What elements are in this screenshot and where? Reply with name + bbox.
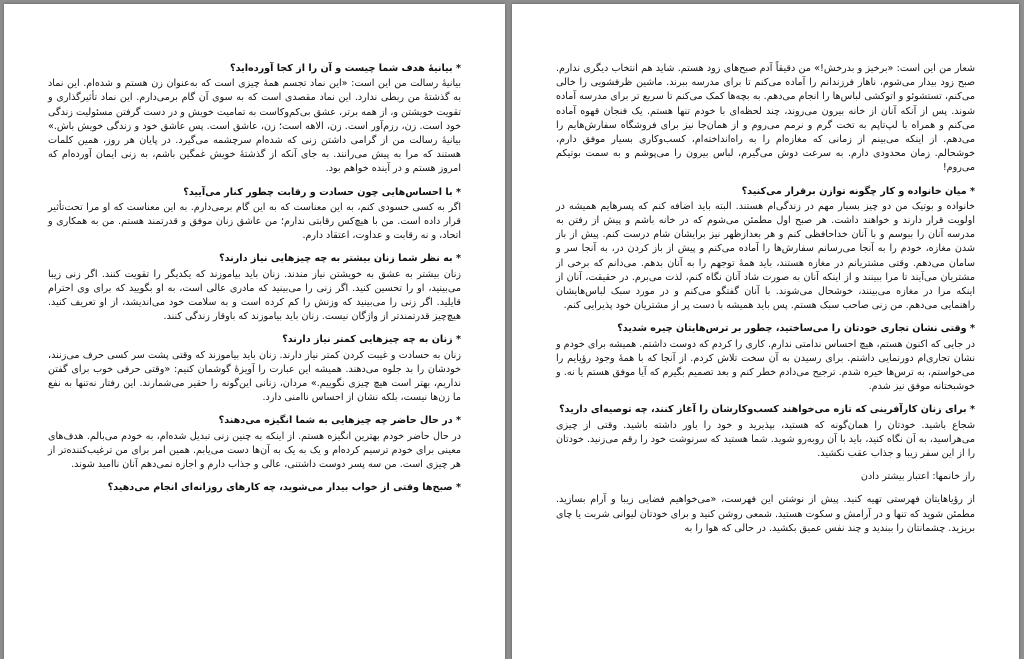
question-heading: * در حال حاضر چه چیزهایی به شما انگیزه می‌دهند؟ [48,414,461,428]
question-heading: * برای زنان کارآفرینی که تازه می‌خواهند کسب‌وکارشان را آغاز کنند، چه توصیه‌ای دارید؟ [556,403,975,417]
page-right-text [556,62,975,629]
answer-paragraph: زنان بیشتر به عشق به خویشتن نیاز مندند. زنان باید بیاموزند که یکدیگر را تقویت کنند. اگر زنی زیبا می‌بینید، او را تحسین کنید. اگر زنی را می‌بینید که مادری عالی است، به او بگویید که برای وی احترام قایلید. اگر زنی را می‌بینید که وزنش را کم کرده است و به سلامت خود می‌اندیشد، از او تعریف کنید. هیچ‌چیز قدرتمندتر از واژگان نیست. زنان باید بیاموزند که باوقار زندگی کنند. [48,268,461,323]
answer-paragraph: در جایی که اکنون هستم، هیچ احساس ندامتی ندارم. کاری را کردم که دوست داشتم. همیشه برای خودم و نشان تجاری‌ام دورنمایی داشتم. برای رسیدن به آن سخت تلاش کردم. از آنجا که با همۀ وجود رؤیایم را می‌خواستم، به ترس‌ها خیره شدم. ترجیح می‌دادم خطر کنم و بعد تصمیم بگیرم که آیا موفق هستم یا نه. و خوشبختانه موفق نیز شدم. [556,338,975,393]
question-heading: * بیانیۀ هدف شما چیست و آن را از کجا آورده‌اید؟ [48,62,461,76]
question-heading: * با احساس‌هایی چون حسادت و رقابت چطور کنار می‌آیید؟ [48,186,461,200]
page-left [4,4,505,659]
page-right [512,4,1019,659]
answer-paragraph: شعار من این است: «برخیز و بدرخش!» من دقیقاً آدم صبح‌های زود هستم. شاید هم انتخاب دیگری ندارم. صبح زود بیدار می‌شوم، ناهار فرزندانم را آماده می‌کنم تا برای مدرسه ببرند. ماشین ظرفشویی را خالی می‌کنم، تستشوئو و اتوکشی لباس‌ها را انجام می‌دهم. به بچه‌ها کمک می‌کنم تا سریع تر برای مدرسه آماده شوند. پس از آنکه آنان از خانه بیرون می‌روند، چند لحظه‌ای با خودم تنها هستم. یک فنجان قهوه آماده می‌کنم و همراه با لپ‌تاپم به تخت گرم و نرمم می‌روم و از همان‌جا نیز برای فروشگاه سفارش‌هایم را می‌دهم. از اینکه می‌بینم از زمانی که مغازه‌ام را به راه‌انداخته‌ام، کسب‌وکاری بسیار موفق دارم، خوشحالم. زمان محدودی دارم. به سرعت دوش می‌گیرم، لباس بیرون را می‌پوشم و به سمت بوتیکم می‌روم! [556,63,975,174]
answer-paragraph: بیانیۀ رسالت من این است: «این نماد تجسم همۀ چیزی است که به‌عنوان زن هستم و شده‌ام. این نماد به گذشتۀ من ربطی ندارد. این نماد مقصدی است که به سوی آن گام برمی‌دارم. این نماد تأثیرگذاری و تقویت خویشتن و، از همه برتر، عشق بی‌کم‌وکاست به تمامیت خویش و در دست گرفتن مسئولیت زندگی خود است. زن، رزم‌آور است. زن، الاهه است؛ زن، عاشق است. پس عاشق خود و زندگی خویش باش.» بیانیۀ رسالت من از گرامی داشتن زنی که شده‌ام سرچشمه می‌گیرد. در پایان هر روز، همین کلمات هستند که مرا به پیش می‌رانند. به جای آنکه از گذشتۀ خویش غمگین باشم، به زنی ایمان آورده‌ام که امروز هستم و در آینده خواهم بود. [48,78,461,175]
answer-paragraph: زنان به حسادت و غیبت کردن کمتر نیاز دارند. زنان باید بیاموزند که وقتی پشت سر کسی حرف می‌زنند، خودشان را بد جلوه می‌دهند. همیشه این عبارت را آویزۀ گوشمان کنیم: «وقتی حرفی خوب برای گفتن نداریم، بهتر است هیچ چیزی نگوییم.» مردان، زنانی این‌گونه را حقیر می‌شمارند. این رفتار نه‌تنها به نفع ما زن‌ها نیست، بلکه نشان از احساس ناامنی دارد. [48,349,461,404]
section-title: راز خانمها: اعتبار بیشتر دادن [860,471,975,483]
answer-paragraph: اگر به کسی حسودی کنم، به این معناست که به این گام برمی‌دارم. به این معناست که او مرا تحت‌تأثیر قرار داده است. من با هیچ‌کس رقابتی ندارم؛ من عاشق زنان موفق و قدرتمند هستم. من به همکاری و اتحاد، و نه رقابت و عداوت، اعتقاد دارم. [48,201,461,242]
page-left-text [48,62,461,629]
answer-paragraph: شجاع باشید. خودتان را همان‌گونه که هستید، بپذیرید و خود را باور داشته باشید. وقتی از چیزی می‌هراسید، به آن نگاه کنید، باید با آن روبه‌رو شوید. شما هستید که سرنوشت خود را رقم می‌زنید. خودتان را از این سفر زیبا و جذاب عقب نکشید. [556,419,975,460]
question-heading: * به نظر شما زنان بیشتر به چه چیزهایی نیاز دارند؟ [48,252,461,266]
question-heading: * زنان به چه چیزهایی کمتر نیاز دارند؟ [48,333,461,347]
answer-paragraph: خانواده و بوتیک من دو چیز بسیار مهم در زندگی‌ام هستند. البته باید اضافه کنم که پسرهایم همیشه در اولویت قرار دارند و خواهند داشت. هر صبح اول مطمئن می‌شوم که در خانه باشم و پیش از رفتن به مدرسه آنان را ببوسم و با آنان خداحافظی کنم و هر بعدازظهر نیز برایشان شام درست کنم. پیش از باز شدن مغازه، خودم را به آنجا می‌رسانم سفارش‌ها را آماده می‌کنم و پیش از باز کردن در، به آنجا سر و سامان می‌دهم. وقتی مشتریانم در مغازه هستند، باید همۀ توجهم را به آنان بدهم. می‌دانم که برخی از مشتریان می‌آیند تا مرا ببینند و از اینکه آنان به صورت شاد آنان نگاه کنم، لذت می‌برم. در حقیقت، آنان از اینکه مرا در مغازه می‌بینند، خوشحال می‌شوند. با آنان گفتگو می‌کنم و در مورد سبک لباس‌هایشان راهنمایی می‌دهم. من زنی صاحب سبک هستم. پس باید همیشه با دست پر از مشتریان خود پذیرایی کنم. [556,200,975,312]
answer-paragraph: در حال حاضر خودم بهترین انگیزه هستم. از اینکه به چنین زنی تبدیل شده‌ام، به خودم می‌بالم. هدف‌های معینی برای خودم ترسیم کرده‌ام و یک به یک به آن‌ها دست می‌یابم. همین امر برای من ترغیب‌کننده‌تر از هر چیزی است. من سه پسر دوست داشتنی، عالی و جذاب دارم و اجازه نمی‌دهم آنان ناامید شوند. [48,430,461,471]
question-heading: * وقتی نشان تجاری خودتان را می‌ساختید، چطور بر ترس‌هایتان چیره شدید؟ [556,322,975,336]
question-heading: * صبح‌ها وقتی از خواب بیدار می‌شوید، چه کارهای روزانه‌ای انجام می‌دهید؟ [48,481,461,495]
question-heading: * میان خانواده و کار چگونه توازن برقرار می‌کنید؟ [556,185,975,199]
answer-paragraph: از رؤیاهایتان فهرستی تهیه کنید. پیش از نوشتن این فهرست، «می‌خواهیم فضایی زیبا و آرام بسازید. مطمئن شوید که تنها و در آرامش و سکوت هستید. شمعی روشن کنید و برای خودتان لیوانی شربت یا چای بریزید. چشمانتان را ببندید و چند نفس عمیق بکشید. در حالی که هوا را به [556,494,975,534]
